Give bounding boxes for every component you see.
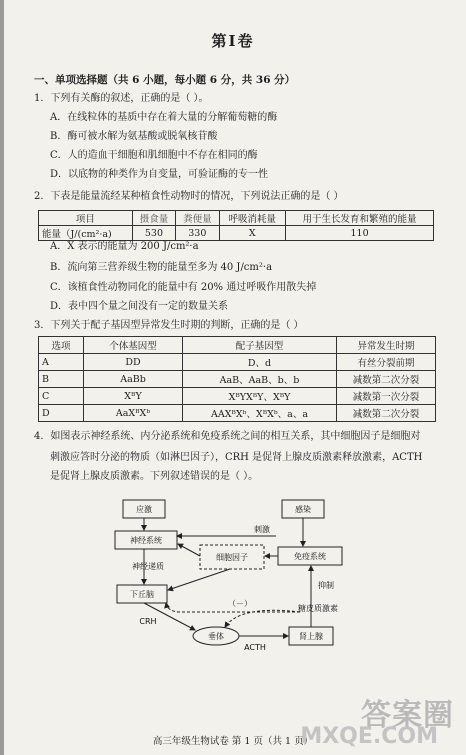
infection-label: 感染 (295, 505, 311, 514)
page-title: 第Ⅰ卷 (211, 32, 255, 50)
section-header: 一、单项选择题（共 6 小题，每小题 6 分，共 36 分） (34, 74, 296, 86)
q2-option-b: B．流向第三营养级生物的能量至多为 40 J/cm²·a (50, 262, 273, 273)
cortisol-label: 糖皮质激素 (298, 604, 338, 613)
cytokine-label: 细胞因子 (216, 553, 248, 562)
watermark-url: MXQE.COM (300, 724, 438, 749)
q4-line-2: 刺激应答时分泌的物质（如淋巴因子），CRH 是促肾上腺皮质激素释放激素，ACTH (50, 452, 423, 463)
adrenal-label: 肾上腺 (299, 632, 323, 641)
gamete-row-option: A (39, 354, 84, 371)
q4-line-3: 是促肾上腺皮质激素。下列叙述错误的是（ ）。 (50, 471, 259, 482)
q1-option-a: A．在线粒体的基质中存在着大量的分解葡萄糖的酶 (50, 112, 278, 123)
energy-value-respiration: X (219, 226, 286, 241)
q2-option-c: C．该植食性动物同化的能量中有 20% 通过呼吸作用散失掉 (50, 282, 317, 293)
energy-header-growth: 用于生长发育和繁殖的能量 (286, 211, 434, 226)
gamete-header-period: 异常发生时期 (337, 337, 436, 354)
energy-header-intake: 摄食量 (132, 211, 175, 226)
q2-stem: 2．下表是能量流经某种植食性动物时的情况，下列说法正确的是（ ） (34, 191, 344, 202)
gamete-row-gametes: D、d (183, 354, 337, 371)
watermark-logo: 答案圈 (361, 698, 454, 733)
negative-feedback-label: （－） (228, 599, 252, 608)
page-footer: 高三年级生物试卷 第 1 页（共 1 页） (152, 736, 314, 747)
gamete-row-individual: DD (84, 354, 183, 371)
gamete-row-option: D (39, 405, 84, 422)
gamete-row-option: C (39, 388, 84, 405)
q1-option-d: D．以底物的种类作为自变量，可验证酶的专一性 (50, 169, 269, 180)
hypothalamus-label: 下丘脑 (130, 590, 154, 599)
energy-header-respiration: 呼吸消耗量 (219, 211, 286, 226)
acth-label: ACTH (244, 643, 266, 652)
immune-system-label: 免疫系统 (294, 552, 326, 561)
gamete-row-gametes: XᴮYXᴮY、XᴮY (183, 388, 337, 405)
gamete-row-period: 有丝分裂前期 (337, 354, 436, 371)
gamete-header-option: 选项 (39, 337, 84, 354)
q1-option-c: C．人的造血干细胞和肌细胞中不存在相同的酶 (50, 150, 258, 161)
gamete-row-individual: AaXᴮXᵇ (84, 405, 183, 422)
stimulate-label: 刺激 (254, 525, 270, 534)
q1-stem: 1．下列有关酶的叙述，正确的是（ ）。 (34, 93, 209, 104)
q3-stem: 3．下列关于配子基因型异常发生时期的判断，正确的是（ ） (34, 320, 304, 331)
neurotransmitter-label: 神经递质 (132, 562, 164, 571)
q4-line-1: 4．如图表示神经系统、内分泌系统和免疫系统之间的相互关系，其中细胞因子是细胞对 (34, 431, 421, 442)
gamete-row-period: 减数第二次分裂 (337, 371, 436, 388)
gamete-row-individual: XᴮY (84, 388, 183, 405)
nervous-system-label: 神经系统 (130, 536, 162, 545)
q1-option-b: B．酶可被水解为氨基酸或脱氧核苷酸 (50, 131, 218, 142)
energy-header-feces: 粪便量 (176, 211, 219, 226)
energy-value-feces: 330 (176, 226, 219, 241)
gamete-row-period: 减数第二次分裂 (337, 405, 436, 422)
energy-value-growth: 110 (286, 226, 434, 241)
gamete-row-gametes: AAXᴮXᵇ、XᴮXᵇ、a、a (183, 405, 337, 422)
energy-value-intake: 530 (132, 226, 175, 241)
gamete-row-gametes: AaB、AaB、b、b (183, 371, 337, 388)
inhibit-label: 抑制 (318, 581, 334, 590)
gamete-row-period: 减数第一次分裂 (337, 388, 436, 405)
stress-label: 应激 (136, 505, 152, 514)
gamete-header-individual: 个体基因型 (84, 337, 183, 354)
q2-option-a: A．X 表示的能量为 200 J/cm²·a (50, 241, 199, 252)
q2-option-d: D．表中四个量之间没有一定的数量关系 (50, 301, 229, 312)
pituitary-label: 垂体 (208, 632, 224, 641)
gamete-row-option: B (39, 371, 84, 388)
energy-row-label: 能量（J/(cm²·a) (39, 226, 133, 241)
gamete-row-individual: AaBb (84, 371, 183, 388)
crh-label: CRH (139, 617, 157, 626)
energy-header-item: 项目 (39, 211, 133, 226)
gamete-header-gametes: 配子基因型 (183, 337, 337, 354)
